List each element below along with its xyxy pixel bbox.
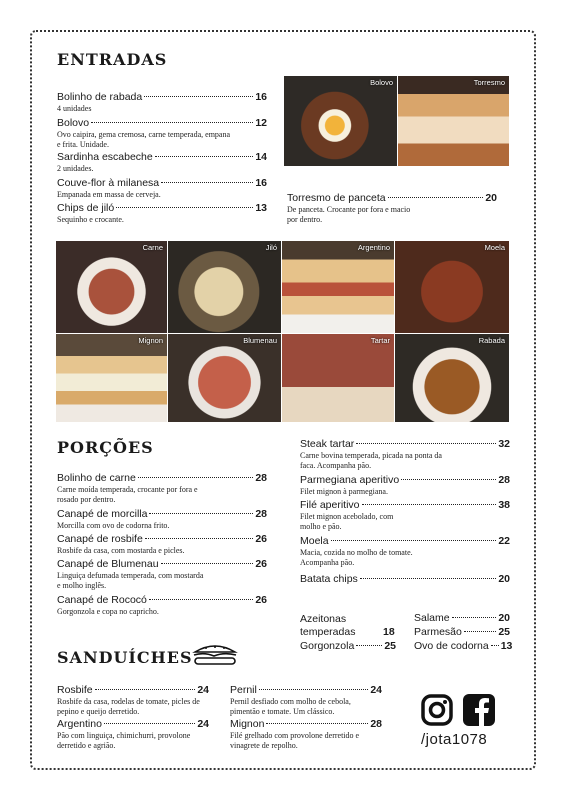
photo-blumenau: Blumenau	[168, 334, 281, 422]
item-price: 24	[197, 718, 209, 730]
item-desc: Pão com linguiça, chimichurri, provolone derretido e agrião.	[57, 731, 191, 750]
item-desc: Sequinho e crocante.	[57, 215, 124, 224]
menu-item-parmegiana	[300, 474, 510, 497]
extra-ovo-codorna: Ovo de codorna 13	[414, 640, 513, 652]
item-name: Argentino	[57, 718, 102, 730]
item-price: 26	[255, 558, 267, 570]
item-desc: Pernil desfiado com molho de cebola, pimentão e tomate. Um clássico.	[230, 697, 351, 716]
menu-item-sand-argentino	[57, 718, 209, 750]
menu-item-sardinha	[57, 151, 267, 174]
menu-item-sand-rosbife	[57, 684, 209, 716]
item-name: Sardinha escabeche	[57, 151, 153, 163]
item-desc: Rosbife da casa, com mostarda e picles.	[57, 546, 185, 555]
item-name: Canapé de rosbife	[57, 533, 143, 545]
extra-gorgonzola: Gorgonzola 25	[300, 640, 396, 652]
menu-item-bolinho-rabada	[57, 91, 267, 114]
item-price: 38	[498, 499, 510, 511]
item-name: Canapé de Blumenau	[57, 558, 159, 570]
item-name: Bolinho de rabada	[57, 91, 143, 103]
item-desc: De panceta. Crocante por fora e macio por dentro.	[287, 205, 411, 224]
photo-jilo: Jiló	[168, 241, 281, 333]
item-desc: Morcilla com ovo de codorna frito.	[57, 521, 170, 530]
item-price: 32	[498, 438, 510, 450]
menu-item-canape-rococo	[57, 594, 267, 617]
extra-azeitonas-price: 18	[383, 626, 395, 638]
item-desc: 4 unidades	[57, 104, 92, 113]
section-title-entradas: ENTRADAS	[57, 50, 168, 69]
item-name: Batata chips	[300, 573, 358, 585]
item-price: 28	[255, 508, 267, 520]
item-price: 22	[498, 535, 510, 547]
instagram-icon[interactable]	[421, 694, 453, 726]
item-desc: Gorgonzola e copa no capricho.	[57, 607, 159, 616]
item-price: 20	[498, 573, 510, 585]
item-desc: Filet mignon à parmegiana.	[300, 487, 388, 496]
photo-torresmo: Torresmo	[398, 76, 509, 166]
item-price: 26	[255, 594, 267, 606]
item-name: Filé aperitivo	[300, 499, 360, 511]
item-price: 24	[197, 684, 209, 696]
item-price: 13	[255, 202, 267, 214]
photo-mignon: Mignon	[56, 334, 167, 422]
sandwich-icon	[192, 642, 238, 668]
extra-parmesao: Parmesão 25	[414, 626, 510, 638]
menu-item-sand-pernil	[230, 684, 382, 716]
section-title-porcoes: PORÇÕES	[57, 438, 154, 457]
item-name: Bolinho de carne	[57, 472, 136, 484]
item-price: 16	[255, 91, 267, 103]
photo-argentino: Argentino	[282, 241, 394, 333]
item-desc: Ovo caipira, gema cremosa, carne temperada, empana e frita. Unidade.	[57, 130, 231, 149]
section-title-sanduiches: SANDUÍCHES	[57, 648, 193, 667]
item-price: 28	[370, 718, 382, 730]
item-name: Steak tartar	[300, 438, 355, 450]
photo-moela: Moela	[395, 241, 509, 333]
item-name: Moela	[300, 535, 329, 547]
item-name: Couve-flor à milanesa	[57, 177, 160, 189]
item-price: 28	[498, 474, 510, 486]
item-name: Pernil	[230, 684, 257, 696]
item-price: 24	[370, 684, 382, 696]
item-name: Chips de jiló	[57, 202, 115, 214]
item-price: 12	[255, 117, 267, 129]
menu-item-bolovo	[57, 117, 267, 149]
item-name: Azeitonas temperadas	[300, 613, 356, 638]
menu-item-canape-rosbife	[57, 533, 267, 556]
menu-item-canape-morcilla	[57, 508, 267, 531]
menu-item-moela	[300, 535, 510, 567]
item-desc: Filé grelhado com provolone derretido e vinagrete de repolho.	[230, 731, 360, 750]
item-name: Parmegiana aperitivo	[300, 474, 400, 486]
item-price: 26	[255, 533, 267, 545]
item-desc: Empanada em massa de cerveja.	[57, 190, 161, 199]
photo-rabada: Rabada	[395, 334, 509, 422]
photo-tartar: Tartar	[282, 334, 394, 422]
item-desc: Macia, cozida no molho de tomate. Acompanha pão.	[300, 548, 413, 567]
menu-item-sand-mignon	[230, 718, 382, 750]
menu-item-torresmo	[287, 192, 497, 224]
item-name: Bolovo	[57, 117, 90, 129]
item-name: Mignon	[230, 718, 265, 730]
social-handle[interactable]: /jota1078	[421, 731, 488, 748]
item-desc: 2 unidades.	[57, 164, 94, 173]
photo-bolovo: Bolovo	[284, 76, 397, 166]
menu-item-canape-blumenau	[57, 558, 267, 590]
item-price: 20	[485, 192, 497, 204]
item-name: Torresmo de panceta	[287, 192, 386, 204]
item-desc: Filet mignon acebolado, com molho e pão.	[300, 512, 394, 531]
menu-item-chips-jilo	[57, 202, 267, 225]
item-desc: Carne bovina temperada, picada na ponta da faca. Acompanha pão.	[300, 451, 442, 470]
menu-item-batata-chips	[300, 573, 510, 586]
item-price: 14	[255, 151, 267, 163]
item-desc: Linguiça defumada temperada, com mostarda e molho inglês.	[57, 571, 204, 590]
extra-salame: Salame 20	[414, 612, 510, 624]
item-name: Canapé de morcilla	[57, 508, 148, 520]
item-price: 28	[255, 472, 267, 484]
menu-item-bolinho-carne	[57, 472, 267, 504]
menu-item-steak-tartar	[300, 438, 510, 470]
item-desc: Carne moída temperada, crocante por fora e rosado por dentro.	[57, 485, 198, 504]
item-name: Canapé de Rococó	[57, 594, 147, 606]
item-desc: Rosbife da casa, rodelas de tomate, picles de pepino e queijo derretido.	[57, 697, 200, 716]
item-price: 16	[255, 177, 267, 189]
photo-carne: Carne	[56, 241, 167, 333]
item-name: Rosbife	[57, 684, 93, 696]
facebook-icon[interactable]	[463, 694, 495, 726]
menu-item-file-aperitivo	[300, 499, 510, 531]
menu-item-couve-flor	[57, 177, 267, 200]
